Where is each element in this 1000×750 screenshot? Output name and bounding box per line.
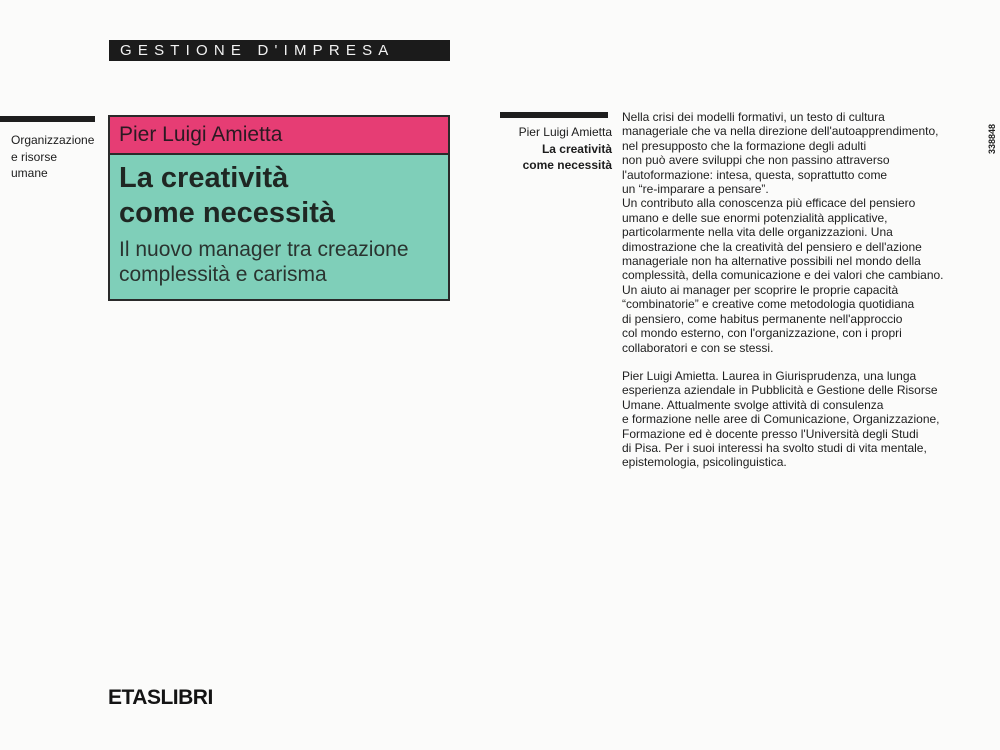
- blurb-line: col mondo esterno, con l'organizzazione, con i propri: [622, 326, 902, 341]
- series-label: GESTIONE D'IMPRESA: [120, 42, 395, 59]
- cover-subtitle-line: Il nuovo manager tra creazione: [119, 238, 409, 261]
- blurb-line: Un contributo alla conoscenza più efficace del pensiero: [622, 196, 916, 211]
- category-label: [11, 132, 94, 182]
- paragraph-gap: [622, 355, 967, 369]
- catalog-code-text: 338848: [987, 123, 998, 155]
- blurb-line: non può avere sviluppi che non passino attraverso: [622, 153, 890, 168]
- bio-line: esperienza aziendale in Pubblicità e Gestione delle Risorse: [622, 383, 938, 398]
- bio-line: di Pisa. Per i suoi interessi ha svolto studi di vita mentale,: [622, 440, 927, 455]
- catalog-code: [983, 123, 998, 155]
- category-line: Organizzazione: [11, 133, 95, 147]
- bio-line: epistemologia, psicolinguistica.: [622, 455, 787, 470]
- publisher-logo: ETASLIBRI: [108, 686, 213, 709]
- back-rule: [500, 112, 608, 118]
- category-line: e risorse: [11, 149, 58, 164]
- blurb-line: manageriale che va nella direzione dell'autoapprendimento,: [622, 124, 939, 139]
- blurb-line: manageriale non ha alternative possibili nel mondo della: [622, 254, 921, 269]
- bio-line: e formazione nelle aree di Comunicazione, Organizzazione,: [622, 412, 940, 427]
- blurb-line: dimostrazione che la creatività del pensiero e dell'azione: [622, 239, 922, 254]
- blurb-line: nel presupposto che la formazione degli adulti: [622, 138, 867, 153]
- blurb-line: particolarmente nella vita delle organizzazioni. Una: [622, 225, 893, 240]
- blurb-line: un “re-imparare a pensare”.: [622, 182, 769, 197]
- category-line: umane: [11, 166, 48, 180]
- cover-panel: [108, 115, 450, 301]
- cover-title: [119, 161, 448, 231]
- blurb-line: l'autoformazione: intesa, questa, soprattutto come: [622, 167, 888, 182]
- series-banner: [109, 40, 450, 61]
- blurb-line: collaboratori e con se stessi.: [622, 340, 774, 355]
- bio-line: Formazione ed è docente presso l'Università degli Studi: [622, 426, 919, 441]
- cover-author: Pier Luigi Amietta: [110, 117, 448, 155]
- back-title-line: come necessità: [522, 158, 612, 172]
- blurb-line: Nella crisi dei modelli formativi, un testo di cultura: [622, 110, 885, 124]
- back-blurb: [622, 110, 967, 470]
- cover-title-line: La creatività: [119, 162, 289, 194]
- blurb-line: “combinatorie” e creative come metodologia quotidiana: [622, 297, 915, 312]
- cover-subtitle: [119, 237, 448, 287]
- cover-title-line: come necessità: [119, 197, 336, 229]
- bio-line: Pier Luigi Amietta. Laurea in Giurisprudenza, una lunga: [622, 368, 917, 383]
- blurb-line: complessità, della comunicazione e dei valori che cambiano.: [622, 268, 944, 283]
- blurb-line: di pensiero, come habitus permanente nell'approccio: [622, 311, 903, 326]
- back-heading: [500, 124, 612, 174]
- blurb-line: umano e delle sue enormi potenzialità applicative,: [622, 210, 888, 225]
- left-rule: [0, 116, 95, 122]
- cover-subtitle-line: complessità e carisma: [119, 263, 327, 286]
- bio-line: Umane. Attualmente svolge attività di consulenza: [622, 397, 884, 412]
- back-author: Pier Luigi Amietta: [518, 125, 612, 139]
- back-title-line: La creatività: [541, 141, 612, 156]
- blurb-line: Un aiuto ai manager per scoprire le proprie capacità: [622, 282, 899, 297]
